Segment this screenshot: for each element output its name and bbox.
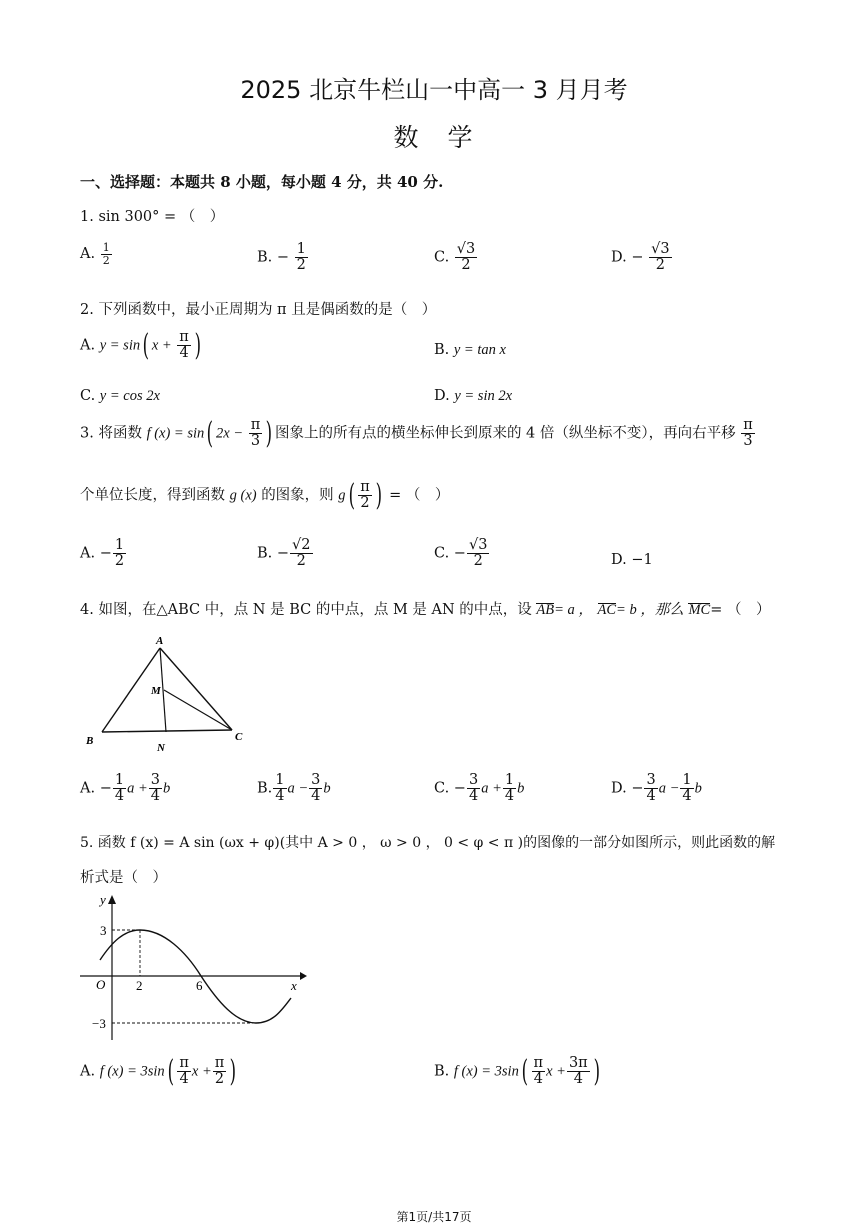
q4-option-a[interactable]: A. − $\frac{1}{4}$ a + $\frac{3}{4}$ b [80, 772, 171, 805]
q1-option-d[interactable]: D. − $\frac{√3}{2}$ [611, 241, 670, 274]
question-5-line1: 5. 函数 f (x) = A sin (ωx + φ)(其中 A > 0 ， ω > 0 ， 0 < φ < π )的图像的一部分如图所示，则此函数的解 [80, 835, 776, 851]
page-footer: 第1页/共17页 [396, 1210, 472, 1224]
q1-option-c[interactable]: C. $\frac{√3}{2}$ [434, 241, 476, 274]
q3-option-a[interactable]: A. − $\frac{1}{2}$ [80, 537, 125, 570]
q1-number: 1. [80, 209, 94, 225]
q2-option-c[interactable]: C. y = cos 2x [80, 388, 160, 404]
y-label: y [100, 892, 106, 907]
side-ac [160, 648, 232, 730]
q3-option-d[interactable]: D. −1 [611, 552, 653, 568]
question-2: 2. 下列函数中，最小正周期为 π 且是偶函数的是（ ） [80, 302, 437, 318]
x-axis-arrow [300, 972, 307, 980]
label-n: N [157, 742, 165, 754]
question-4: 4. 如图，在△ABC 中，点 N 是 BC 的中点，点 M 是 AN 的中点，设 AB= a ， AC= b ，那么 MC= （ ） [80, 602, 771, 618]
q1-option-a[interactable]: A. $\frac{1}{2}$ [80, 241, 110, 267]
q3-option-c[interactable]: C. − $\frac{√3}{2}$ [434, 537, 488, 570]
subject-title: 数 学 [393, 123, 475, 152]
question-3-line2: 个单位长度，得到函数 g (x) 的图象，则 g( $\frac{\pi}{2}$ ) = （ ） [80, 477, 450, 513]
exam-title: 2025 北京牛栏山一中高一 3 月月考 [240, 76, 628, 104]
q3-option-b[interactable]: B. − $\frac{√2}{2}$ [257, 537, 311, 570]
question-1 [80, 205, 224, 226]
segment-mc [164, 690, 232, 730]
y-axis-arrow [108, 895, 116, 904]
x-label: x [291, 978, 297, 993]
label-a: A [156, 635, 164, 647]
q4-option-b[interactable]: B. $\frac{1}{4}$ a − $\frac{3}{4}$ b [257, 772, 331, 805]
tick-x-2: 2 [136, 978, 143, 993]
tick-x-6: 6 [196, 978, 203, 993]
q2-option-b[interactable]: B. y = tan x [434, 342, 506, 358]
triangle-figure [80, 632, 255, 757]
question-5-line2: 析式是（ ） [80, 870, 167, 886]
sine-graph [78, 890, 308, 1045]
origin-label: O [96, 977, 106, 992]
tick-y-3: 3 [100, 923, 107, 938]
q4-option-c[interactable]: C. − $\frac{3}{4}$ a + $\frac{1}{4}$ b [434, 772, 525, 805]
section-heading: 一、选择题：本题共 8 小题，每小题 4 分，共 40 分. [80, 173, 444, 191]
label-b: B [86, 735, 94, 747]
q5-option-b[interactable]: B. f (x) = 3sin( $\frac{\pi}{4}$ x + $\frac{3\pi}{4}$ ) [434, 1053, 600, 1089]
label-m: M [151, 685, 161, 697]
q2-option-d[interactable]: D. y = sin 2x [434, 388, 513, 404]
label-c: C [235, 731, 243, 743]
q2-option-a[interactable]: A. y = sin( x + $\frac{\pi}{4}$ ) [80, 327, 201, 363]
tick-y-neg3: −3 [92, 1016, 106, 1031]
side-bc [102, 730, 232, 732]
q4-option-d[interactable]: D. − $\frac{3}{4}$ a − $\frac{1}{4}$ b [611, 772, 702, 805]
question-3-line1: 3. 将函数 f (x) = sin( 2x − $\frac{\pi}{3}$ ) 图象上的所有点的横坐标伸长到原来的 4 倍（纵坐标不变），再向右平移 $\frac{\pi}{3}$ [80, 415, 753, 451]
q1-option-b[interactable]: B. − $\frac{1}{2}$ [257, 241, 306, 274]
q5-option-a[interactable]: A. f (x) = 3sin( $\frac{\pi}{4}$ x + $\frac{\pi}{2}$ ) [80, 1053, 237, 1089]
q1-expression: sin 300° = （ ） [98, 209, 225, 225]
